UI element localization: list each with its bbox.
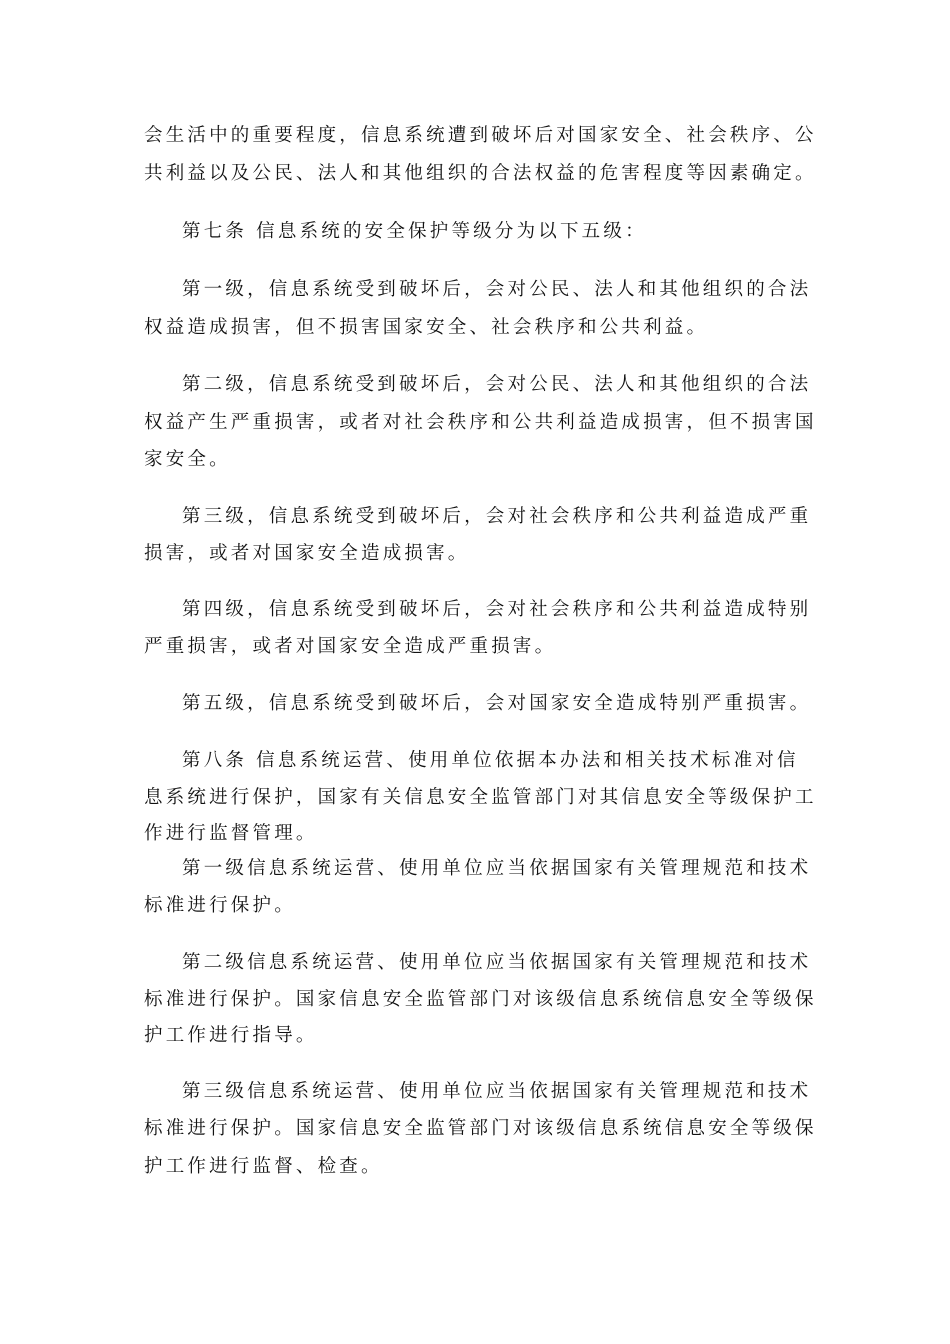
text-line: 息系统进行保护，国家有关信息安全监管部门对其信息安全等级保护工 — [144, 787, 817, 808]
text-line: 第二级，信息系统受到破坏后，会对公民、法人和其他组织的合法 — [182, 374, 812, 395]
text-line: 家安全。 — [144, 449, 231, 470]
article-heading-8: 第八条 信息系统运营、使用单位依据本办法和相关技术标准对信 — [182, 750, 799, 771]
text-line: 会生活中的重要程度，信息系统遭到破坏后对国家安全、社会秩序、公 — [144, 125, 817, 146]
text-line: 护工作进行监督、检查。 — [144, 1156, 383, 1177]
text-line: 第四级，信息系统受到破坏后，会对社会秩序和公共利益造成特别 — [182, 599, 812, 620]
article-heading-7: 第七条 信息系统的安全保护等级分为以下五级： — [182, 221, 647, 242]
text-line: 第五级，信息系统受到破坏后，会对国家安全造成特别严重损害。 — [182, 693, 812, 714]
text-line: 共利益以及公民、法人和其他组织的合法权益的危害程度等因素确定。 — [144, 163, 817, 184]
text-line: 严重损害，或者对国家安全造成严重损害。 — [144, 636, 557, 657]
text-line: 标准进行保护。国家信息安全监管部门对该级信息系统信息安全等级保 — [144, 989, 817, 1010]
text-line: 第一级，信息系统受到破坏后，会对公民、法人和其他组织的合法 — [182, 279, 812, 300]
text-line: 护工作进行指导。 — [144, 1025, 318, 1046]
text-line: 权益产生严重损害，或者对社会秩序和公共利益造成损害，但不损害国 — [144, 412, 817, 433]
text-line: 标准进行保护。 — [144, 895, 296, 916]
text-line: 第三级信息系统运营、使用单位应当依据国家有关管理规范和技术 — [182, 1081, 812, 1102]
text-line: 权益造成损害，但不损害国家安全、社会秩序和公共利益。 — [144, 317, 709, 338]
text-line: 损害，或者对国家安全造成损害。 — [144, 543, 470, 564]
text-line: 作进行监督管理。 — [144, 823, 318, 844]
text-line: 标准进行保护。国家信息安全监管部门对该级信息系统信息安全等级保 — [144, 1118, 817, 1139]
text-line: 第二级信息系统运营、使用单位应当依据国家有关管理规范和技术 — [182, 952, 812, 973]
text-line: 第三级，信息系统受到破坏后，会对社会秩序和公共利益造成严重 — [182, 506, 812, 527]
text-line: 第一级信息系统运营、使用单位应当依据国家有关管理规范和技术 — [182, 858, 812, 879]
